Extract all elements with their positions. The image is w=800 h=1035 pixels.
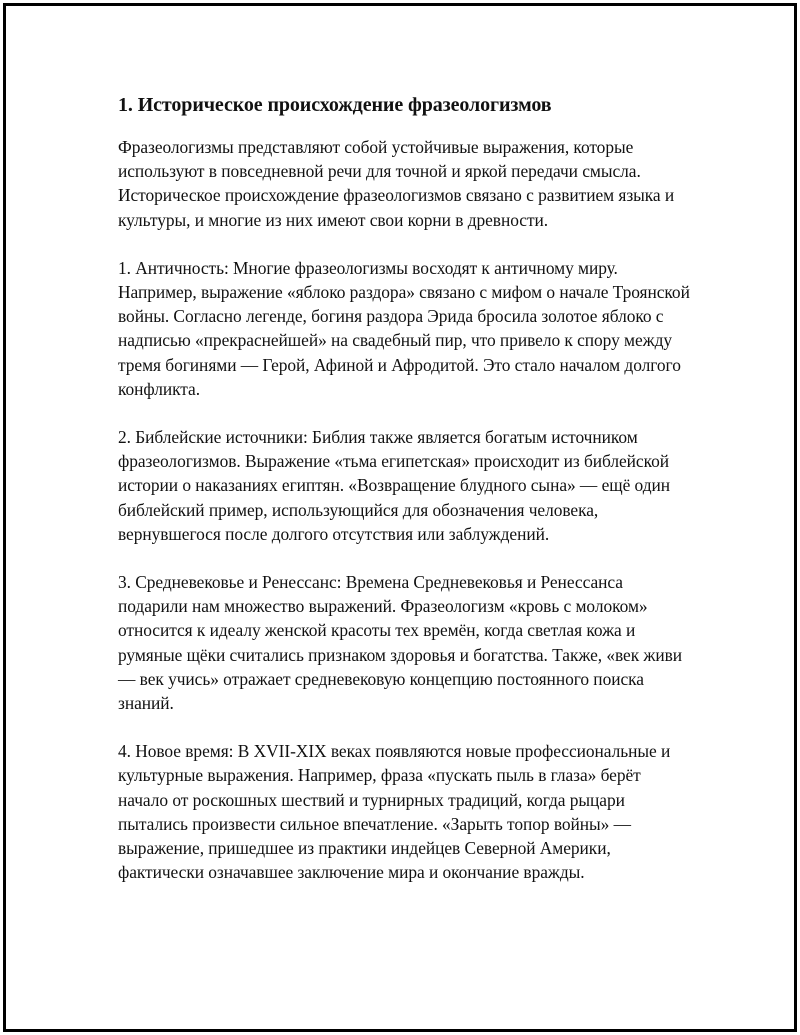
document-body bbox=[118, 92, 690, 908]
paragraph-antiquity: 1. Античность: Многие фразеологизмы восходят к античному миру. Например, выражение «яблоко раздора» связано с мифом о начале Троянской войны. Согласно легенде, богиня раздора Эрида бросила золотое яблоко с надписью «прекраснейшей» на свадебный пир, что привело к спору между тремя богинями — Герой, Афиной и Афродитой. Это стало началом долгого конфликта. bbox=[118, 257, 690, 399]
paragraph-modern-times: 4. Новое время: В XVII-XIX веках появляются новые профессиональные и культурные выражения. Например, фраза «пускать пыль в глаза» берёт начало от роскошных шествий и турнирных традиций, когда рыцари пытались произвести сильное впечатление. «Зарыть топор войны» — выражение, пришедшее из практики индейцев Северной Америки, фактически означавшее заключение мира и окончание вражды. bbox=[118, 741, 671, 883]
intro-paragraph: Фразеологизмы представляют собой устойчивые выражения, которые используют в повседневной речи для точной и яркой передачи смысла. Историческое происхождение фразеологизмов связано с развитием языка и культуры, и многие из них имеют свои корни в древности. bbox=[118, 137, 675, 230]
paragraph-biblical-sources: 2. Библейские источники: Библия также является богатым источником фразеологизмов. Выражение «тьма египетская» происходит из библейской истории о наказаниях египтян. «Возвращение блудного сына» — ещё один библейский пример, использующийся для обозначения человека, вернувшегося после долгого отсутствия или заблуждений. bbox=[118, 427, 671, 544]
paragraph-middle-ages-renaissance: 3. Средневековье и Ренессанс: Времена Средневековья и Ренессанса подарили нам множество выражений. Фразеологизм «кровь с молоком» относится к идеалу женской красоты тех времён, когда светлая кожа и румяные щёки считались признаком здоровья и богатства. Также, «век живи — век учись» отражает средневековую концепцию постоянного поиска знаний. bbox=[118, 572, 683, 714]
section-heading: 1. Историческое происхождение фразеологизмов bbox=[118, 94, 552, 116]
